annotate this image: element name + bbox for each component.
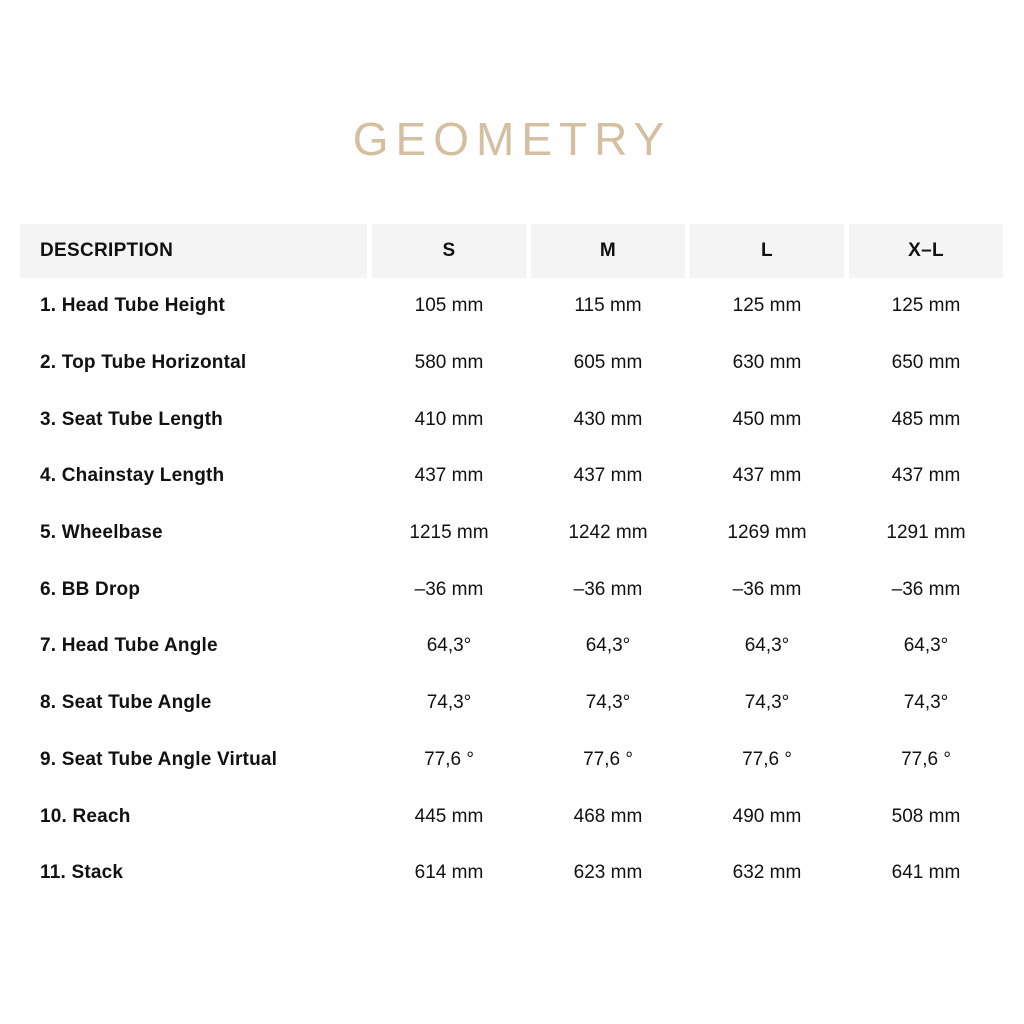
cell-value: 632 mm	[732, 862, 802, 884]
header-cell-description: DESCRIPTION	[20, 224, 367, 278]
cell-value: 468 mm	[573, 805, 643, 827]
cell-value: 437 mm	[891, 465, 961, 487]
cell-value: 450 mm	[732, 408, 802, 430]
row-label: 10. Reach	[40, 805, 131, 827]
cell-value: –36 mm	[891, 578, 961, 600]
cell-value: 64,3°	[585, 635, 631, 657]
cell-value: 641 mm	[891, 862, 961, 884]
header-cell-size-m: M	[531, 224, 685, 278]
cell-value: 77,6 °	[424, 748, 474, 770]
table-row	[20, 788, 1005, 845]
cell-value: 445 mm	[414, 805, 484, 827]
cell-value: 485 mm	[891, 408, 961, 430]
cell-value: 74,3°	[585, 692, 631, 714]
table-header-row	[20, 224, 1005, 278]
header-cell-size-s: S	[372, 224, 526, 278]
cell-value: 490 mm	[732, 805, 802, 827]
row-label: 7. Head Tube Angle	[40, 635, 218, 657]
cell-value: 115 mm	[574, 295, 642, 317]
header-cell-size-l: L	[690, 224, 844, 278]
geometry-table	[20, 224, 1005, 902]
table-row	[20, 732, 1005, 789]
cell-value: 1215 mm	[409, 522, 489, 544]
cell-value: 437 mm	[573, 465, 643, 487]
table-row	[20, 278, 1005, 335]
cell-value: 77,6 °	[742, 748, 792, 770]
cell-value: 437 mm	[732, 465, 802, 487]
cell-value: 508 mm	[891, 805, 961, 827]
row-label: 5. Wheelbase	[40, 522, 163, 544]
cell-value: 605 mm	[573, 352, 643, 374]
table-body	[20, 278, 1005, 902]
cell-value: 64,3°	[744, 635, 790, 657]
table-row	[20, 845, 1005, 902]
table-row	[20, 448, 1005, 505]
table-row	[20, 505, 1005, 562]
cell-value: –36 mm	[414, 578, 484, 600]
cell-value: 77,6 °	[901, 748, 951, 770]
cell-value: –36 mm	[732, 578, 802, 600]
cell-value: 64,3°	[426, 635, 472, 657]
cell-value: 623 mm	[573, 862, 643, 884]
cell-value: 74,3°	[744, 692, 790, 714]
table-row	[20, 675, 1005, 732]
cell-value: 580 mm	[414, 352, 484, 374]
cell-value: 1291 mm	[886, 522, 966, 544]
cell-value: 105 mm	[414, 295, 484, 317]
row-label: 8. Seat Tube Angle	[40, 692, 212, 714]
table-row	[20, 335, 1005, 392]
row-label: 1. Head Tube Height	[40, 295, 226, 317]
header-cell-size-xl: X–L	[849, 224, 1003, 278]
cell-value: 430 mm	[573, 408, 643, 430]
row-label: 4. Chainstay Length	[40, 465, 225, 487]
cell-value: 410 mm	[414, 408, 484, 430]
cell-value: 630 mm	[732, 352, 802, 374]
cell-value: 64,3°	[903, 635, 949, 657]
row-label: 6. BB Drop	[40, 578, 141, 600]
cell-value: 650 mm	[891, 352, 961, 374]
cell-value: 1242 mm	[568, 522, 648, 544]
cell-value: 74,3°	[426, 692, 472, 714]
page-title: GEOMETRY	[352, 113, 672, 165]
cell-value: –36 mm	[573, 578, 643, 600]
row-label: 9. Seat Tube Angle Virtual	[40, 748, 278, 770]
cell-value: 77,6 °	[583, 748, 633, 770]
table-row	[20, 391, 1005, 448]
cell-value: 125 mm	[732, 295, 802, 317]
table-row	[20, 618, 1005, 675]
row-label: 3. Seat Tube Length	[40, 408, 223, 430]
cell-value: 74,3°	[903, 692, 949, 714]
cell-value: 1269 mm	[727, 522, 807, 544]
cell-value: 437 mm	[414, 465, 484, 487]
cell-value: 614 mm	[414, 862, 484, 884]
cell-value: 125 mm	[891, 295, 961, 317]
row-label: 2. Top Tube Horizontal	[40, 352, 247, 374]
row-label: 11. Stack	[40, 862, 124, 884]
table-row	[20, 561, 1005, 618]
